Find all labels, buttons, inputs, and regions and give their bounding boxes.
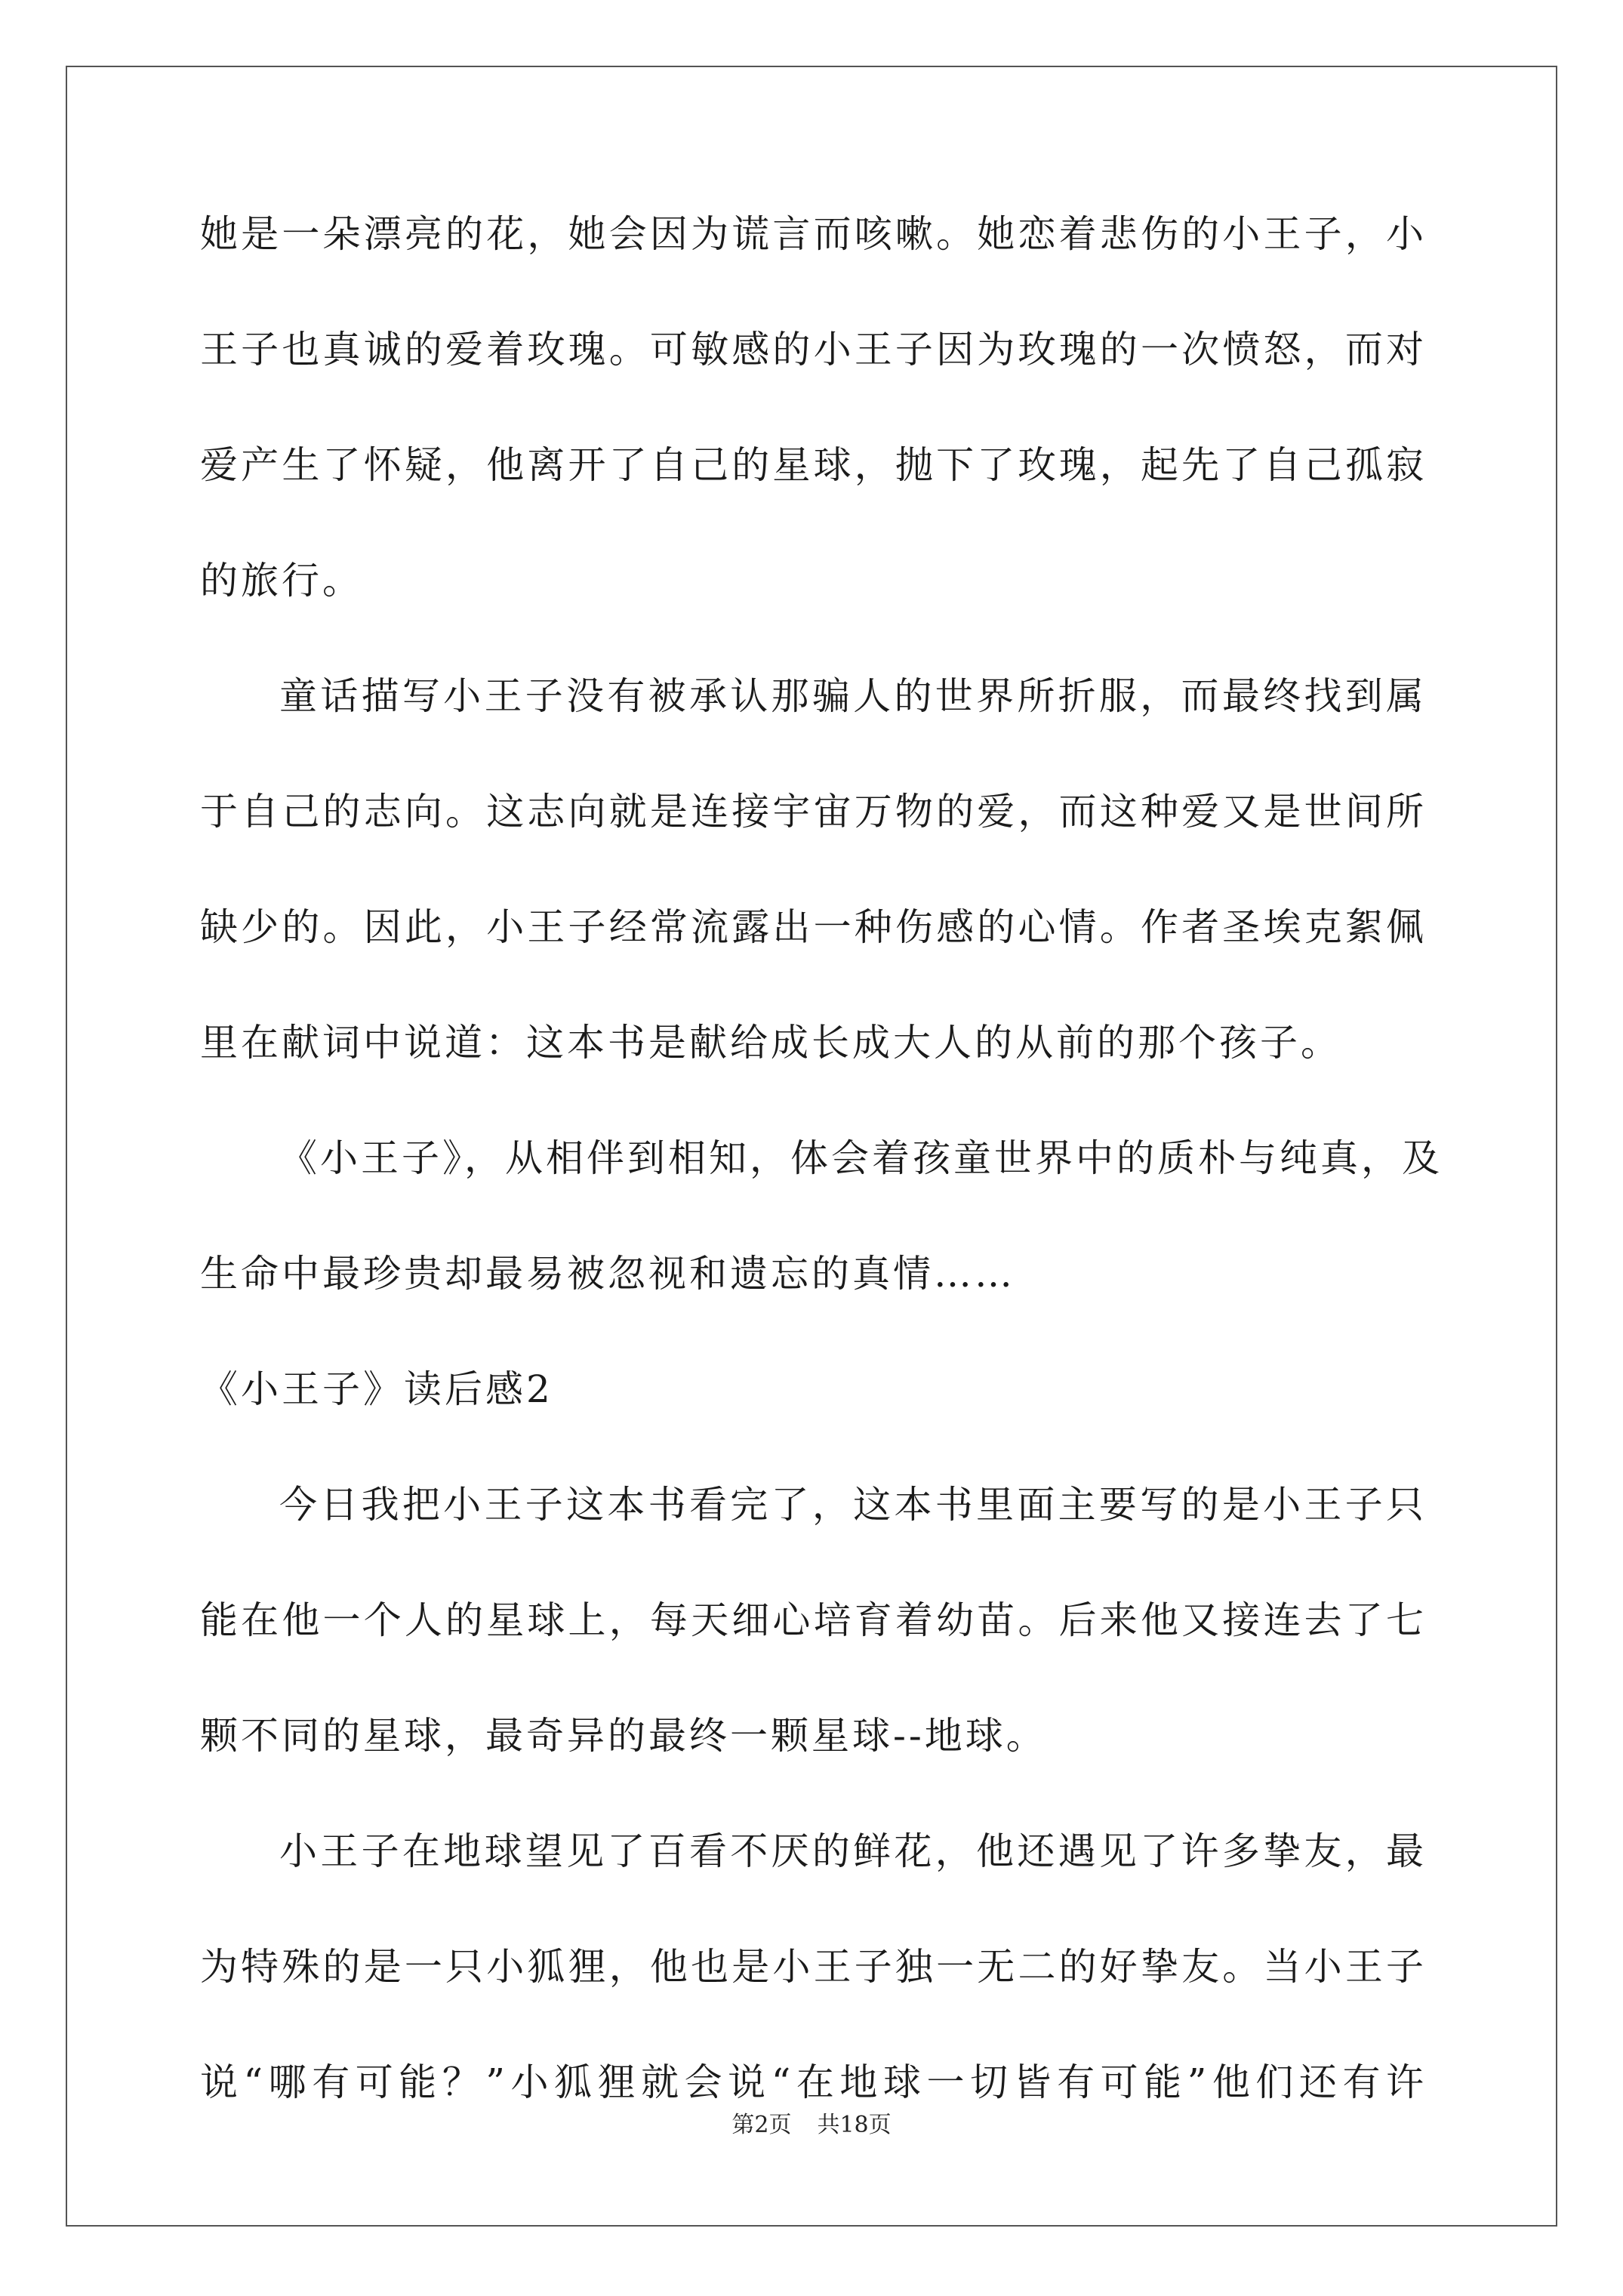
page-footer: [0, 2114, 1623, 2137]
text-line: 为特殊的是一只小狐狸，他也是小王子独一无二的好挚友。当小王子: [200, 1945, 1427, 1989]
text-line: 童话描写小王子没有被承认那骗人的世界所折服，而最终找到属: [279, 674, 1427, 718]
section-heading: 《小王子》读后感2: [200, 1367, 553, 1411]
page-total: 共18页: [817, 2112, 892, 2138]
text-line: 颗不同的星球，最奇异的最终一颗星球--地球。: [200, 1714, 1047, 1758]
text-line: 今日我把小王子这本书看完了，这本书里面主要写的是小王子只: [279, 1483, 1427, 1527]
text-line: 她是一朵漂亮的花，她会因为谎言而咳嗽。她恋着悲伤的小王子，小: [200, 212, 1427, 256]
text-line: 于自己的志向。这志向就是连接宇宙万物的爱，而这种爱又是世间所: [200, 790, 1427, 834]
text-line: 说“哪有可能？”小狐狸就会说“在地球一切皆有可能”他们还有许: [200, 2060, 1427, 2104]
text-line: 王子也真诚的爱着玫瑰。可敏感的小王子因为玫瑰的一次愤怒，而对: [200, 328, 1427, 371]
text-line: 缺少的。因此，小王子经常流露出一种伤感的心情。作者圣埃克絮佩: [200, 905, 1427, 949]
page-number: 第2页: [731, 2112, 792, 2138]
text-line: 爱产生了怀疑，他离开了自己的星球，抛下了玫瑰，起先了自己孤寂: [200, 443, 1427, 487]
text-line: 能在他一个人的星球上，每天细心培育着幼苗。后来他又接连去了七: [200, 1598, 1427, 1642]
text-line: 《小王子》，从相伴到相知，体会着孩童世界中的质朴与纯真，及: [279, 1136, 1443, 1180]
document-body: [200, 212, 1443, 2179]
text-line: 生命中最珍贵却最易被忽视和遗忘的真情……: [200, 1252, 1015, 1296]
text-line: 的旅行。: [200, 559, 363, 603]
text-line: 里在献词中说道：这本书是献给成长成大人的从前的那个孩子。: [200, 1021, 1341, 1065]
text-line: 小王子在地球望见了百看不厌的鲜花，他还遇见了许多挚友，最: [279, 1829, 1427, 1873]
